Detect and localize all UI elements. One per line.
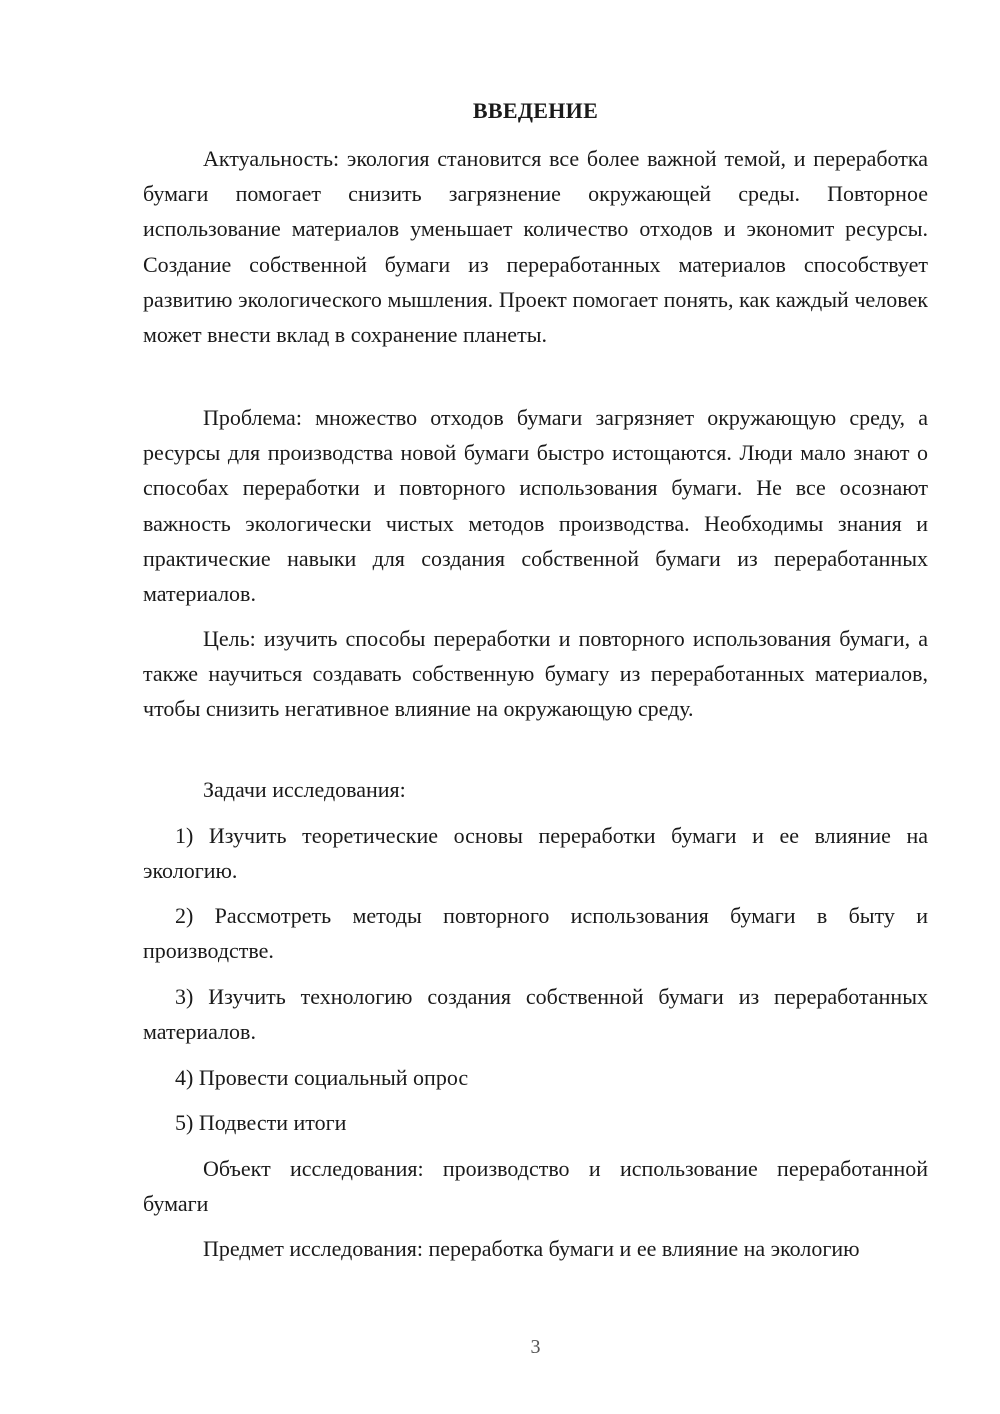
task-item-4: 4) Провести социальный опрос [175, 1065, 469, 1090]
tasks-heading: Задачи исследования: [203, 777, 406, 802]
document-page [143, 0, 928, 1414]
task-item-5: 5) Подвести итоги [175, 1110, 347, 1135]
page-number: 3 [530, 1336, 541, 1358]
goal-paragraph: Цель: изучить способы переработки и повторного использования бумаги, а также научиться создавать собственную бумагу из переработанных материалов, чтобы снизить негативное влияние на окружающую среду. [143, 626, 928, 722]
research-subject-paragraph: Предмет исследования: переработка бумаги и ее влияние на экологию [203, 1236, 860, 1261]
task-item-3: 3) Изучить технологию создания собственной бумаги из переработанных материалов. [143, 984, 928, 1045]
task-item-2: 2) Рассмотреть методы повторного использования бумаги в быту и производстве. [143, 903, 928, 964]
relevance-paragraph: Актуальность: экология становится все более важной темой, и переработка бумаги помогает снизить загрязнение окружающей среды. Повторное использование материалов уменьшает количество отходов и экономит ресурсы. Создание собственной бумаги из переработанных материалов способствует развитию экологического мышления. Проект помогает понять, как каждый человек может внести вклад в сохранение планеты. [143, 146, 928, 348]
task-item-1: 1) Изучить теоретические основы переработки бумаги и ее влияние на экологию. [143, 823, 928, 884]
section-title: ВВЕДЕНИЕ [472, 98, 599, 123]
problem-paragraph: Проблема: множество отходов бумаги загрязняет окружающую среду, а ресурсы для производства новой бумаги быстро истощаются. Люди мало знают о способах переработки и повторного использования бумаги. Не все осознают важность экологически чистых методов производства. Необходимы знания и практические навыки для создания собственной бумаги из переработанных материалов. [143, 405, 928, 607]
research-object-paragraph: Объект исследования: производство и использование переработанной бумаги [143, 1156, 928, 1217]
